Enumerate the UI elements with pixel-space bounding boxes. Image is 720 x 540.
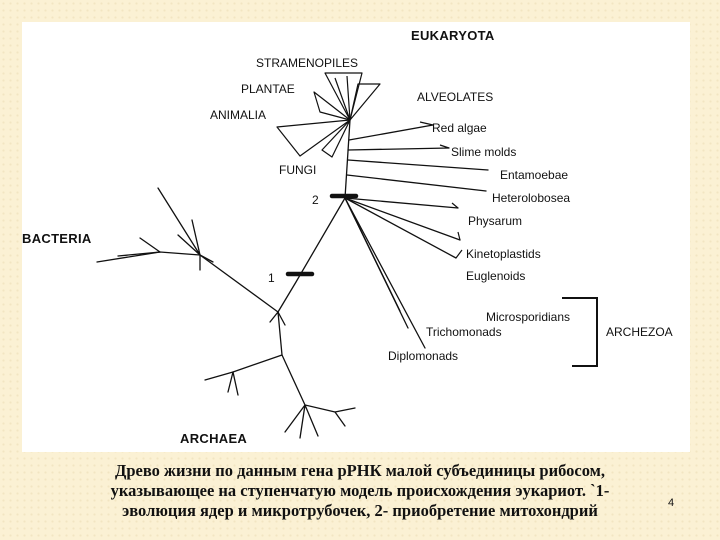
caption-line-1: Древо жизни по данным гена рРНК малой субъединицы рибосом, — [115, 461, 605, 480]
slide-number: 4 — [668, 497, 675, 509]
marker-label-1: 1 — [268, 271, 275, 285]
label-fungi: FUNGI — [279, 163, 317, 177]
label-microsporidians: Microsporidians — [486, 310, 571, 324]
marker-label-2: 2 — [312, 193, 319, 207]
label-animalia: ANIMALIA — [210, 108, 267, 122]
label-diplomonads: Diplomonads — [388, 349, 459, 363]
caption-line-3: эволюция ядер и микротрубочек, 2- приобретение митохондрий — [122, 501, 598, 520]
label-trichomonads: Trichomonads — [426, 325, 502, 339]
archezoa-bracket — [562, 298, 597, 366]
label-euglenoids: Euglenoids — [466, 269, 526, 283]
label-alveolates: ALVEOLATES — [417, 90, 494, 104]
label-bacteria: BACTERIA — [22, 231, 92, 246]
label-physarum: Physarum — [468, 214, 523, 228]
label-plantae: PLANTAE — [241, 82, 295, 96]
label-stramenopiles: STRAMENOPILES — [256, 56, 359, 70]
label-eukaryota: EUKARYOTA — [411, 28, 495, 43]
caption-line-2: указывающее на ступенчатую модель происхождения эукариот. `1- — [110, 481, 610, 500]
figure-caption — [40, 461, 680, 521]
label-archaea: ARCHAEA — [180, 431, 248, 446]
label-heterolobosea: Heterolobosea — [492, 191, 571, 205]
label-archezoa: ARCHEZOA — [606, 325, 673, 339]
label-slime-molds: Slime molds — [451, 145, 517, 159]
label-red-algae: Red algae — [432, 121, 487, 135]
label-entamoebae: Entamoebae — [500, 168, 569, 182]
label-kinetoplastids: Kinetoplastids — [466, 247, 541, 261]
diagram-labels — [22, 28, 673, 446]
